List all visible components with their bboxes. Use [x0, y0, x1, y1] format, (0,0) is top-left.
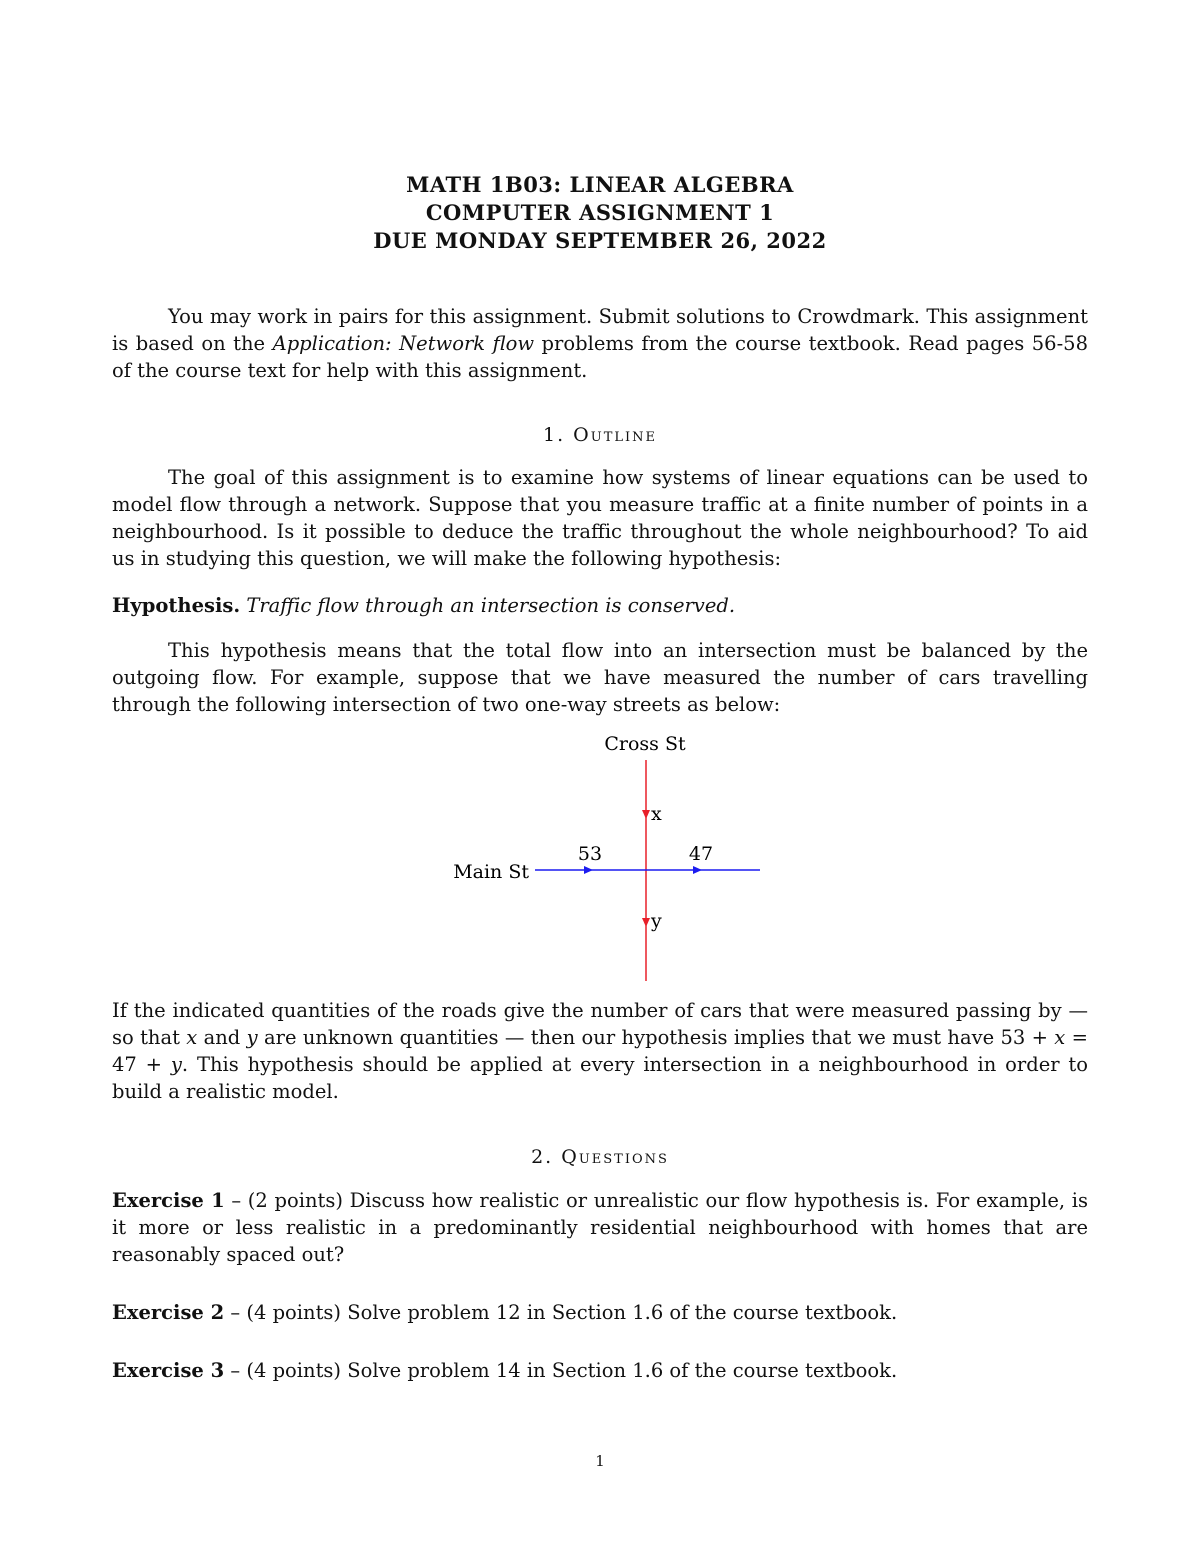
para3-text-d: = 47 +	[112, 1026, 1088, 1076]
hypothesis-label: Hypothesis.	[112, 594, 241, 617]
intro-emphasis: Application: Network flow	[272, 332, 535, 355]
arrow-left-right	[584, 866, 593, 874]
flow-label-right: 47	[688, 843, 714, 865]
exercise-1	[112, 1187, 1088, 1268]
exercise-text: – (2 points) Discuss how realistic or unrealistic our flow hypothesis is. For example, is it more or less realistic in a predominantly residential neighbourhood with homes that are reasonably spaced out?	[112, 1189, 1088, 1266]
var-y-equation: y	[170, 1053, 182, 1076]
exercise-label: Exercise 3	[112, 1359, 225, 1382]
section-heading-questions	[0, 1146, 1200, 1168]
section-number: 1.	[542, 424, 566, 446]
arrow-bottom-down	[642, 918, 650, 927]
conservation-paragraph	[112, 997, 1088, 1105]
exercise-3	[112, 1357, 1088, 1384]
exercise-2	[112, 1299, 1088, 1326]
intro-text-1: You may work in pairs for this assignment. Submit solutions to Crowdmark. This assignment is based on the	[112, 305, 1088, 355]
flow-label-bottom: y	[651, 910, 662, 932]
arrow-right-right	[693, 866, 702, 874]
hypothesis-explanation: This hypothesis means that the total flow into an intersection must be balanced by the outgoing flow. For example, suppose that we have measured the number of cars travelling through the following intersection of two one-way streets as below:	[112, 639, 1088, 716]
intro-text-2: problems from the course textbook. Read pages 56-58 of the course text for help with this assignment.	[112, 332, 1088, 382]
cross-street-label: Cross St	[604, 733, 686, 755]
outline-paragraph: The goal of this assignment is to examine how systems of linear equations can be used to model flow through a network. Suppose that you measure traffic at a finite number of points in a neighbourhood. Is it possible to deduce the traffic throughout the whole neighbourhood? To aid us in studying this question, we will make the following hypothesis:	[112, 466, 1088, 570]
var-x-equation: x	[1054, 1026, 1066, 1049]
flow-label-top: x	[651, 803, 662, 825]
title-line-3: DUE MONDAY SEPTEMBER 26, 2022	[373, 228, 827, 253]
section-title: Questions	[561, 1146, 669, 1168]
para3-text-a: If the indicated quantities of the roads give the number of cars that were measured passing by — so that	[112, 999, 1088, 1049]
var-x: x	[186, 1026, 198, 1049]
title-line-2: COMPUTER ASSIGNMENT 1	[425, 200, 775, 225]
arrow-top-down	[642, 810, 650, 819]
page-number: 1	[595, 1452, 605, 1470]
main-street-label: Main St	[453, 861, 529, 883]
title-line-1: MATH 1B03: LINEAR ALGEBRA	[406, 172, 794, 197]
para3-text-e: . This hypothesis should be applied at every intersection in a neighbourhood in order to build a realistic model.	[112, 1053, 1088, 1103]
para3-text-b: and	[197, 1026, 247, 1049]
exercise-label: Exercise 2	[112, 1301, 225, 1324]
para3-text-c: are unknown quantities — then our hypothesis implies that we must have 53 +	[257, 1026, 1055, 1049]
flow-label-left: 53	[577, 843, 603, 865]
section-number: 2.	[531, 1146, 554, 1168]
section-title: Outline	[573, 424, 658, 446]
var-y: y	[246, 1026, 258, 1049]
exercise-label: Exercise 1	[112, 1189, 225, 1212]
exercise-text: – (4 points) Solve problem 12 in Section 1.6 of the course textbook.	[224, 1301, 898, 1324]
exercise-text: – (4 points) Solve problem 14 in Section 1.6 of the course textbook.	[224, 1359, 898, 1382]
hypothesis-text: Traffic flow through an intersection is conserved.	[246, 594, 736, 617]
